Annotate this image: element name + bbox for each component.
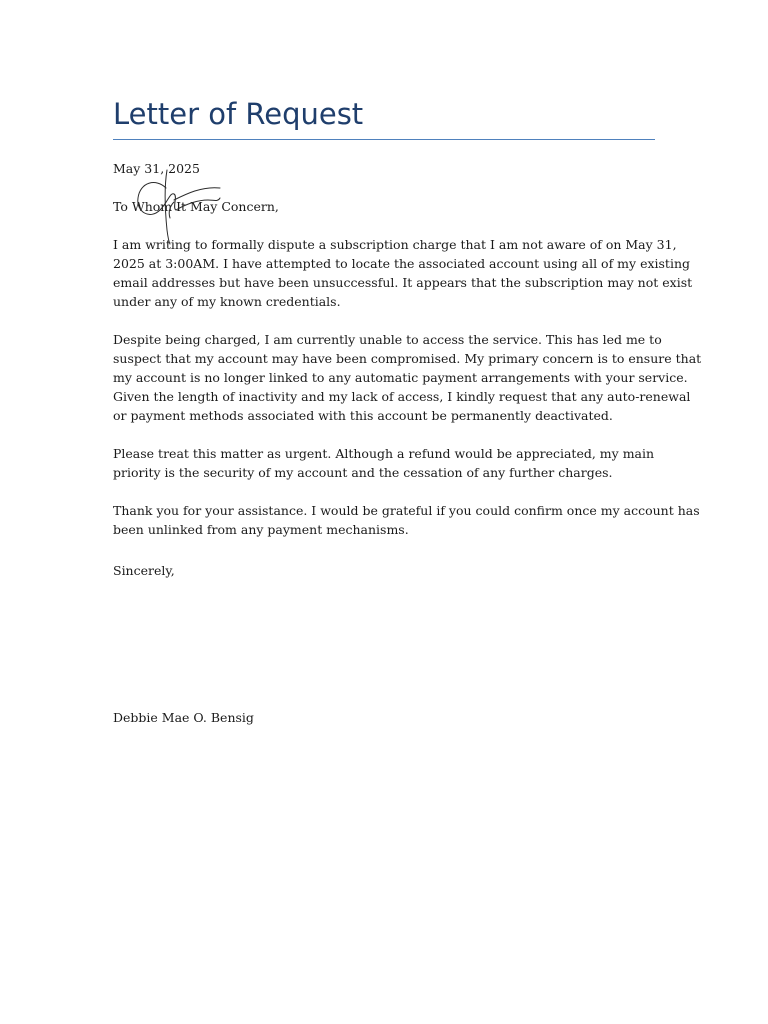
- letter-title: Letter of Request: [113, 97, 364, 131]
- letter-body: [113, 235, 702, 558]
- signature-stroke: [176, 198, 220, 210]
- body-paragraph: [113, 501, 700, 539]
- closing: Sincerely,: [113, 563, 175, 578]
- signature-stroke: [169, 202, 174, 218]
- body-paragraph: [113, 235, 693, 311]
- paragraph-line: email addresses but have been unsuccessful. It appears that the subscription may not exist: [113, 275, 693, 290]
- signature-stroke: [138, 183, 176, 215]
- paragraph-line: Please treat this matter as urgent. Although a refund would be appreciated, my main: [113, 446, 655, 461]
- paragraph-line: Thank you for your assistance. I would be grateful if you could confirm once my account has: [113, 503, 700, 518]
- body-paragraph: [113, 444, 661, 482]
- paragraph-line: Despite being charged, I am currently unable to access the service. This has led me to: [113, 332, 662, 347]
- title-divider: [113, 139, 655, 140]
- paragraph-line: been unlinked from any payment mechanisms.: [113, 522, 409, 537]
- signature-image: [130, 160, 226, 246]
- signer-name: Debbie Mae O. Bensig: [113, 710, 254, 725]
- body-paragraph: [113, 330, 702, 425]
- paragraph-line: I am writing to formally dispute a subscription charge that I am not aware of on May 31,: [113, 237, 677, 252]
- signature-stroke: [165, 170, 170, 244]
- paragraph-line: Given the length of inactivity and my lack of access, I kindly request that any auto-renewal: [113, 389, 691, 404]
- paragraph-line: 2025 at 3:00AM. I have attempted to locate the associated account using all of my existing: [113, 256, 690, 271]
- signature-stroke: [174, 188, 220, 200]
- salutation: To Whom It May Concern,: [113, 199, 279, 214]
- paragraph-line: priority is the security of my account and the cessation of any further charges.: [113, 465, 613, 480]
- paragraph-line: my account is no longer linked to any automatic payment arrangements with your service.: [113, 370, 688, 385]
- letter-date: May 31, 2025: [113, 161, 200, 176]
- paragraph-line: suspect that my account may have been compromised. My primary concern is to ensure that: [113, 351, 702, 366]
- paragraph-line: under any of my known credentials.: [113, 294, 341, 309]
- paragraph-line: or payment methods associated with this account be permanently deactivated.: [113, 408, 613, 423]
